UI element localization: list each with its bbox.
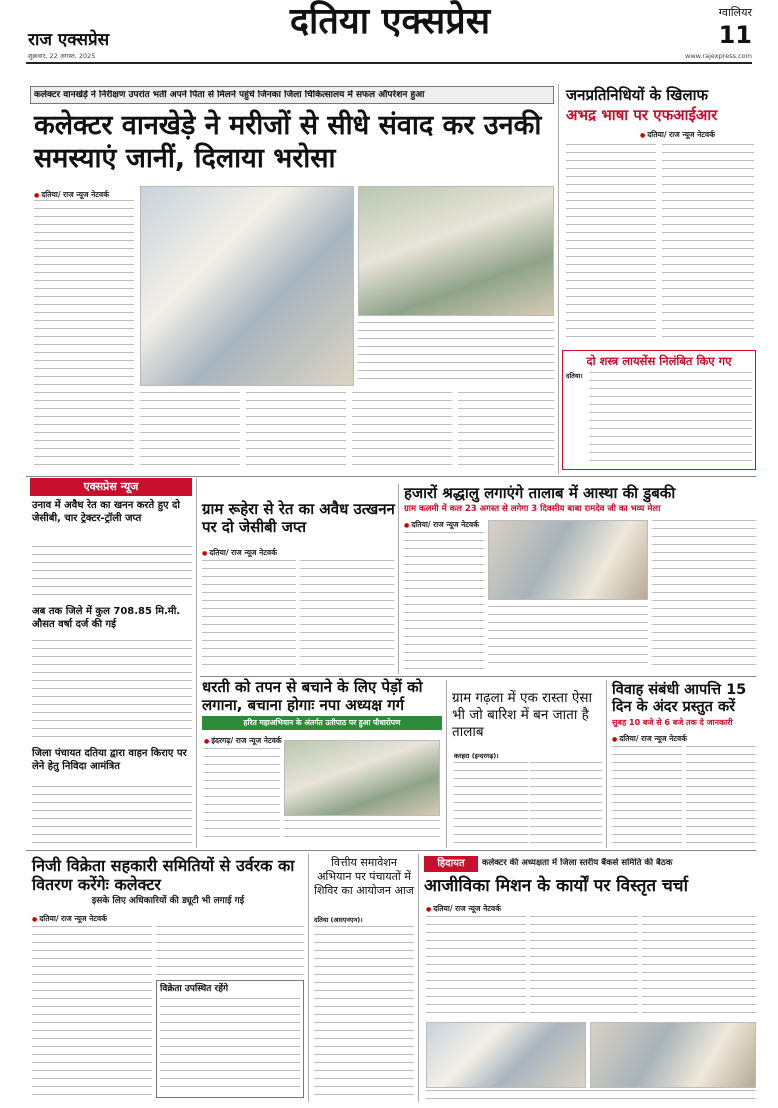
livelihood-col-2 bbox=[530, 916, 638, 1018]
livelihood-kicker: कलेक्टर की अध्यक्षता में जिला स्तरीय बैंकर्स समिति की बैठक bbox=[482, 858, 673, 868]
trees-divider bbox=[446, 680, 447, 848]
livelihood-col-3 bbox=[642, 916, 756, 1018]
trees-strap: हरित महाअभियान के अंतर्गत उतीपाठ पर हुआ पौधारोपण bbox=[202, 716, 442, 730]
road-byline: करहरा (इन्दरगढ़)। bbox=[454, 752, 499, 760]
marriage-headline: विवाह संबंधी आपत्ति 15 दिन के अंदर प्रस्तुत करें bbox=[612, 682, 747, 716]
express-news-item3-body bbox=[32, 786, 192, 844]
fertilizer-col-1 bbox=[32, 926, 152, 1098]
masthead-rule bbox=[26, 62, 752, 64]
side-fir-kicker: जनप्रतिनिधियों के खिलाफ bbox=[566, 86, 709, 104]
fertilizer-box-title: विक्रेता उपस्थित रहेंगे bbox=[160, 984, 229, 994]
side-fir-headline: अभद्र भाषा पर एफआईआर bbox=[566, 106, 718, 124]
finance-divider bbox=[418, 854, 419, 1102]
mining-col-1 bbox=[202, 560, 296, 670]
mining-headline: ग्राम रूहेरा से रेत का अवैध उत्खनन पर दो जेसीबी जप्त bbox=[202, 500, 395, 536]
road-col-1 bbox=[454, 762, 528, 844]
lead-body-col-5 bbox=[458, 392, 554, 468]
express-news-label: एक्सप्रेस न्यूज bbox=[30, 478, 192, 496]
finance-byline: दतिया (आरएनएन)। bbox=[314, 916, 363, 924]
trees-photo bbox=[284, 740, 440, 816]
finance-body bbox=[314, 926, 414, 1098]
pond-col-1 bbox=[404, 532, 484, 670]
livelihood-caption bbox=[426, 1090, 756, 1100]
pond-headline: हजारों श्रद्धालु लगाएंगे तालाब में आस्था की डुबकी bbox=[404, 484, 676, 502]
livelihood-col-1 bbox=[426, 916, 526, 1018]
finance-headline: वित्तीय समावेशन अभियान पर पंचायतों में शिविर का आयोजन आज bbox=[314, 856, 414, 897]
mining-byline: ● दतिया/ राज न्यूज नेटवर्क bbox=[202, 548, 277, 558]
lead-body-col-right bbox=[358, 322, 554, 386]
pond-col-2 bbox=[488, 606, 648, 670]
express-news-item3-title: जिला पंचायत दतिया द्वारा वाहन किराए पर लेने हेतु निविदा आमंत्रित bbox=[32, 748, 187, 772]
express-news-item2-body bbox=[32, 640, 192, 744]
lead-byline: ● दतिया/ राज न्यूज नेटवर्क bbox=[34, 190, 109, 200]
side-fir-byline: ● दतिया/ राज न्यूज नेटवर्क bbox=[640, 130, 715, 140]
express-news-item1-title: उनाव में अवैध रेत का खनन करते हुए दो जेसीबी, चार ट्रेक्टर-ट्रॉली जप्त bbox=[32, 500, 180, 524]
road-col-2 bbox=[530, 762, 602, 844]
fertilizer-box-body bbox=[160, 998, 300, 1094]
livelihood-photo-1 bbox=[426, 1022, 586, 1088]
express-news-item2-title: अब तक जिले में कुल 708.85 मि.मी. औसत वर्षा दर्ज की गई bbox=[32, 606, 181, 630]
brand-name: राज एक्सप्रेस bbox=[28, 30, 110, 50]
masthead bbox=[0, 0, 778, 60]
fertilizer-headline: निजी विक्रेता सहकारी समितियों से उर्वरक का वितरण करेंगेः कलेक्टर bbox=[32, 856, 295, 895]
lead-body-col-1 bbox=[34, 200, 134, 468]
pond-byline: ● दतिया/ राज न्यूज नेटवर्क bbox=[404, 520, 479, 530]
lead-photo-collector bbox=[140, 186, 354, 386]
pond-col-3 bbox=[652, 520, 756, 670]
trees-col-2 bbox=[284, 820, 440, 844]
lead-side-divider bbox=[558, 84, 559, 474]
pond-photo bbox=[488, 520, 648, 600]
marriage-col-2 bbox=[686, 746, 756, 844]
row1-rule bbox=[26, 476, 756, 477]
trees-byline: ● इंदरगढ़/ राज न्यूज नेटवर्क bbox=[204, 736, 282, 746]
trees-headline: धरती को तपन से बचाने के लिए पेड़ों को लगाना, बचाना होगाः नपा अध्यक्ष गर्ग bbox=[202, 678, 423, 714]
row3-rule bbox=[26, 850, 756, 851]
marriage-byline: ● दतिया/ राज न्यूज नेटवर्क bbox=[612, 734, 687, 744]
pond-subhead: ग्राम कलमी में कल 23 अगस्त से लगेगा 3 दिवसीय बाबा रामदेव जी का भव्य मेला bbox=[404, 504, 661, 514]
lead-body-col-3 bbox=[246, 392, 346, 468]
marriage-subhead: सुबह 10 बजे से 6 बजे तक दे जानकारी bbox=[612, 718, 733, 727]
row2-rule bbox=[200, 676, 756, 677]
page-number: 11 bbox=[718, 21, 752, 49]
lead-kicker-text: कलेक्टर वानखेड़े ने निरीक्षण उपरांत भर्ती अपने पिता से मिलने पहुंचे जिनका जिला चिकित्सालय में सफल ऑपरेशन हुआ bbox=[34, 90, 425, 100]
fertilizer-divider bbox=[308, 854, 309, 1102]
livelihood-tag: हिदायत bbox=[424, 856, 478, 872]
mining-divider bbox=[398, 484, 399, 674]
road-headline: ग्राम गढ़ला में एक रास्ता ऐसा भी जो बारिश में बन जाता है तालाब bbox=[452, 690, 592, 740]
road-divider bbox=[606, 680, 607, 848]
website: www.rajexpress.com bbox=[685, 52, 752, 60]
fertilizer-subhead: इसके लिए अधिकारियों की ड्यूटी भी लगाई गई bbox=[91, 896, 245, 906]
lead-body-col-4 bbox=[352, 392, 452, 468]
express-news-divider bbox=[196, 478, 197, 848]
weapons-body bbox=[590, 372, 752, 466]
weapons-headline: दो शस्त्र लायसेंस निलंबित किए गए bbox=[586, 354, 732, 368]
side-fir-col-1 bbox=[566, 144, 656, 340]
livelihood-photo-2 bbox=[590, 1022, 756, 1088]
issue-date: शुक्रवार, 22 अगस्त, 2025 bbox=[28, 52, 96, 60]
lead-body-col-2 bbox=[140, 392, 240, 468]
trees-col-1 bbox=[204, 748, 280, 844]
livelihood-byline: ● दतिया/ राज न्यूज नेटवर्क bbox=[426, 904, 501, 914]
fertilizer-byline: ● दतिया/ राज न्यूज नेटवर्क bbox=[32, 914, 107, 924]
weapons-byline: दतिया। bbox=[566, 372, 583, 380]
fertilizer-col-2 bbox=[156, 926, 304, 976]
express-news-item1-body bbox=[32, 546, 192, 602]
livelihood-headline: आजीविका मिशन के कार्यों पर विस्तृत चर्चा bbox=[424, 876, 689, 896]
marriage-col-1 bbox=[612, 746, 682, 844]
mining-col-2 bbox=[300, 560, 394, 670]
lead-headline: कलेक्टर वानखेड़े ने मरीजों से सीधे संवाद कर उनकी समस्याएं जानीं, दिलाया भरोसा bbox=[34, 110, 542, 174]
edition-city: ग्वालियर bbox=[718, 6, 752, 19]
side-fir-col-2 bbox=[662, 144, 754, 340]
page-title: दतिया एक्सप्रेस bbox=[289, 1, 491, 42]
lead-photo-ward bbox=[358, 186, 554, 316]
